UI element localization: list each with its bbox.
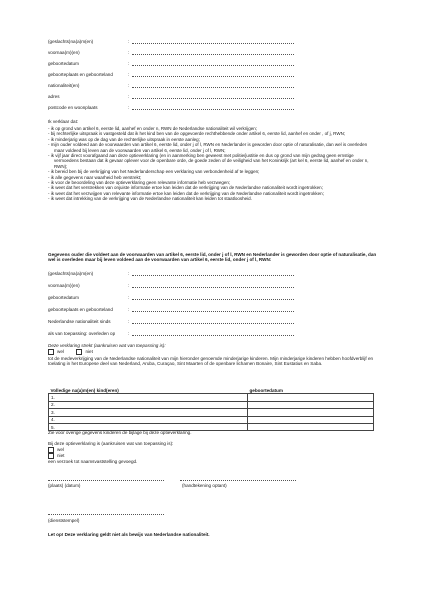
field-label-postcode: postcode en woonplaats bbox=[48, 105, 98, 110]
table-row bbox=[49, 401, 374, 408]
declaration-list bbox=[48, 126, 378, 202]
declaration-item: - ik voor de beoordeling van deze optieverklaring geen relevante informatie heb verzwegen; bbox=[48, 180, 231, 186]
parent-heading: Gegevens ouder die voldeet aan de voorwaarden van artikel 6, eerste lid, onder j of l, RWN en Nederlander is geworden door optie of naturalisatie, dan wel is overleden maar bij leven voldeed aan de voorwaarden van artikel 6, eerste lid, onder j of l, RWN: bbox=[48, 252, 377, 263]
declaration-item: - ik op grond van artikel 6, eerste lid, aanhef en onder n, RWN de Nederlandse nationaliteit wil verkrijgen; bbox=[48, 126, 258, 131]
name-text: een verzoek tot naamsvaststelling gevoegd. bbox=[48, 459, 138, 464]
children-text: tot de medeverkrijging van de Nederlandse nationaliteit van mijn hieronder genoemde minderjarige kinderen. Mijn minderjarige kinderen hebben hoofdverblijf en toelating in het Europese deel van Nederland, Aruba, Curaçao, Sint Maarten of de openbare lichamen Bonaire, Sint Eustatius en Saba. bbox=[48, 356, 374, 367]
parent-label-birthdate: geboortedatum bbox=[48, 295, 79, 300]
parent-label-deceased: als van toepassing: overleden op bbox=[48, 331, 116, 336]
parent-birthdate-field[interactable] bbox=[132, 295, 294, 300]
field-colon: : bbox=[128, 283, 130, 288]
birthplace-field[interactable] bbox=[132, 72, 294, 77]
parent-deceased-field[interactable] bbox=[132, 331, 294, 336]
option-wel-label: wel bbox=[57, 349, 64, 355]
field-colon: : bbox=[128, 61, 130, 66]
option-niet-label: niet bbox=[57, 453, 65, 459]
option-niet-label: niet bbox=[85, 349, 93, 355]
field-colon: : bbox=[128, 319, 130, 324]
signature-label: (handtekening optant) bbox=[182, 483, 227, 488]
field-colon: : bbox=[128, 105, 130, 110]
child-birthdate-cell[interactable] bbox=[248, 416, 374, 423]
surname-field[interactable] bbox=[132, 39, 294, 44]
nationality-field[interactable] bbox=[132, 83, 294, 88]
parent-nationality-since-field[interactable] bbox=[132, 319, 294, 324]
col-name-header: Volledige na(a)m(en) kind(eren) bbox=[49, 387, 248, 394]
field-label-surname: (geslachts)na(a)m(en) bbox=[48, 39, 94, 44]
table-row bbox=[49, 409, 374, 416]
footer-warning: Let op! Deze verklaring geldt niet als bewijs van Nederlandse nationaliteit. bbox=[48, 532, 210, 537]
field-colon: : bbox=[128, 295, 130, 300]
postcode-field[interactable] bbox=[132, 105, 294, 110]
table-row bbox=[49, 416, 374, 423]
field-colon: : bbox=[128, 271, 130, 276]
children-wel-checkbox[interactable] bbox=[48, 349, 54, 355]
continue-note: Zie voor overige gegevens kinderen de bijlage bij deze optieverklaring. bbox=[48, 430, 192, 435]
declaration-item: - ik alle gegevens naar waarheid heb verstrekt; bbox=[48, 174, 142, 180]
name-question: Bij deze optieverklaring is (aankruisen wat van toepassing is): bbox=[48, 441, 174, 446]
col-birthdate-header: geboortedatum bbox=[248, 387, 374, 394]
parent-label-given-names: voornaa(m)(en) bbox=[48, 283, 80, 288]
child-name-cell[interactable]: 3. bbox=[49, 409, 248, 416]
field-colon: : bbox=[128, 94, 130, 99]
stamp-label: (dienststempel) bbox=[48, 518, 80, 523]
table-header bbox=[49, 387, 374, 394]
field-colon: : bbox=[128, 331, 130, 336]
declaration-item: - ik weet dat het verstrekken van onjuiste informatie ertoe kan leiden dat de verkrijging van de Nederlandse nationaliteit wordt ingetrokken; bbox=[48, 185, 323, 191]
field-colon: : bbox=[128, 307, 130, 312]
declaration-item: - ik bereid ben bij de verkrijging van het Nederlanderschap een verklaring van verbondenheid af te leggen; bbox=[48, 169, 260, 175]
children-niet-checkbox[interactable] bbox=[76, 349, 82, 355]
declaration-item: - ik vijf jaar direct voorafgaand aan deze optieverklaring (en in aanmerking ben geweest met politie/justitie en dus op grond van mijn gedrag geen ernstige vermoedens bestaan dat ik gevaar oplever voor de openbare orde, de goede zeden of de veiligheid van het Koninkrijk (art kel 6, eerste lid, aanhef en onder n, RWN); bbox=[48, 153, 369, 169]
field-colon: : bbox=[128, 50, 130, 55]
signature-line[interactable] bbox=[180, 476, 296, 481]
field-label-birthdate: geboortedatum bbox=[48, 61, 79, 66]
parent-given-names-field[interactable] bbox=[132, 283, 294, 288]
child-name-cell[interactable]: 1. bbox=[49, 394, 248, 401]
place-date-label: (plaats) (datum) bbox=[48, 483, 81, 488]
child-name-cell[interactable]: 2. bbox=[49, 401, 248, 408]
field-colon: : bbox=[128, 39, 130, 44]
child-birthdate-cell[interactable] bbox=[248, 409, 374, 416]
parent-surname-field[interactable] bbox=[132, 271, 294, 276]
stamp-line[interactable] bbox=[48, 510, 164, 515]
child-birthdate-cell[interactable] bbox=[248, 423, 374, 430]
declaration-item: - bij rechterlijke uitspraak is vastgesteld dat ik het kind ben van de opgevoerde rechthebbende onder artikel 6, eerste lid, aanhef en onder , of j, RWN; bbox=[48, 131, 346, 137]
children-table bbox=[48, 387, 374, 431]
declaration-item: - ik weet dat intrekking van de verkrijging van de Nederlandse nationaliteit kan leiden tot staatloosheid. bbox=[48, 196, 252, 202]
field-label-nationality: nationaliteit(en) bbox=[48, 83, 80, 88]
declare-intro: Ik verklaar dat: bbox=[48, 119, 79, 124]
table-row bbox=[49, 394, 374, 401]
child-birthdate-cell[interactable] bbox=[248, 401, 374, 408]
child-name-cell[interactable]: 5. bbox=[49, 423, 248, 430]
declaration-item: - mijn ouder voldeed aan de voorwaarden van artikel 6, eerste lid, onder j of l, RWN en Nederlander is geworden door optie of naturalisatie, dan wel is overleden maar voldeed bij leven aan de voorwaarden van artikel 6, eerste lid, onder j of l, RWN; bbox=[48, 142, 368, 153]
child-birthdate-cell[interactable] bbox=[248, 394, 374, 401]
field-label-given-names: voornaa(m)(en) bbox=[48, 50, 80, 55]
place-date-line[interactable] bbox=[48, 476, 164, 481]
declaration-item: - ik weet dat het verzwijgen van relevante informatie ertoe kan leiden dat de verkrijging van de Nederlandse nationaliteit wordt ingetrokken; bbox=[48, 190, 324, 196]
field-colon: : bbox=[128, 72, 130, 77]
parent-label-surname: (geslachts)na(a)m(en) bbox=[48, 271, 94, 276]
children-question: Deze verklaring strekt (aankruisen wat van toepassing is): bbox=[48, 343, 166, 348]
child-name-cell[interactable]: 4. bbox=[49, 416, 248, 423]
field-colon: : bbox=[128, 83, 130, 88]
field-label-address: adres bbox=[48, 94, 60, 99]
parent-birthplace-field[interactable] bbox=[132, 307, 294, 312]
birthdate-field[interactable] bbox=[132, 61, 294, 66]
parent-label-nationality-since: Nederlandse nationaliteit sinds bbox=[48, 319, 111, 324]
option-wel-label: wel bbox=[57, 447, 64, 453]
children-options bbox=[48, 349, 93, 355]
parent-label-birthplace: geboorteplaats en geboorteland bbox=[48, 307, 113, 312]
given-names-field[interactable] bbox=[132, 50, 294, 55]
address-field[interactable] bbox=[132, 94, 294, 99]
declaration-item: - ik minderjarig was op de dag van de rechterlijke uitspraak in eerste aanleg; bbox=[48, 136, 200, 142]
field-label-birthplace: geboorteplaats en geboorteland bbox=[48, 72, 113, 77]
